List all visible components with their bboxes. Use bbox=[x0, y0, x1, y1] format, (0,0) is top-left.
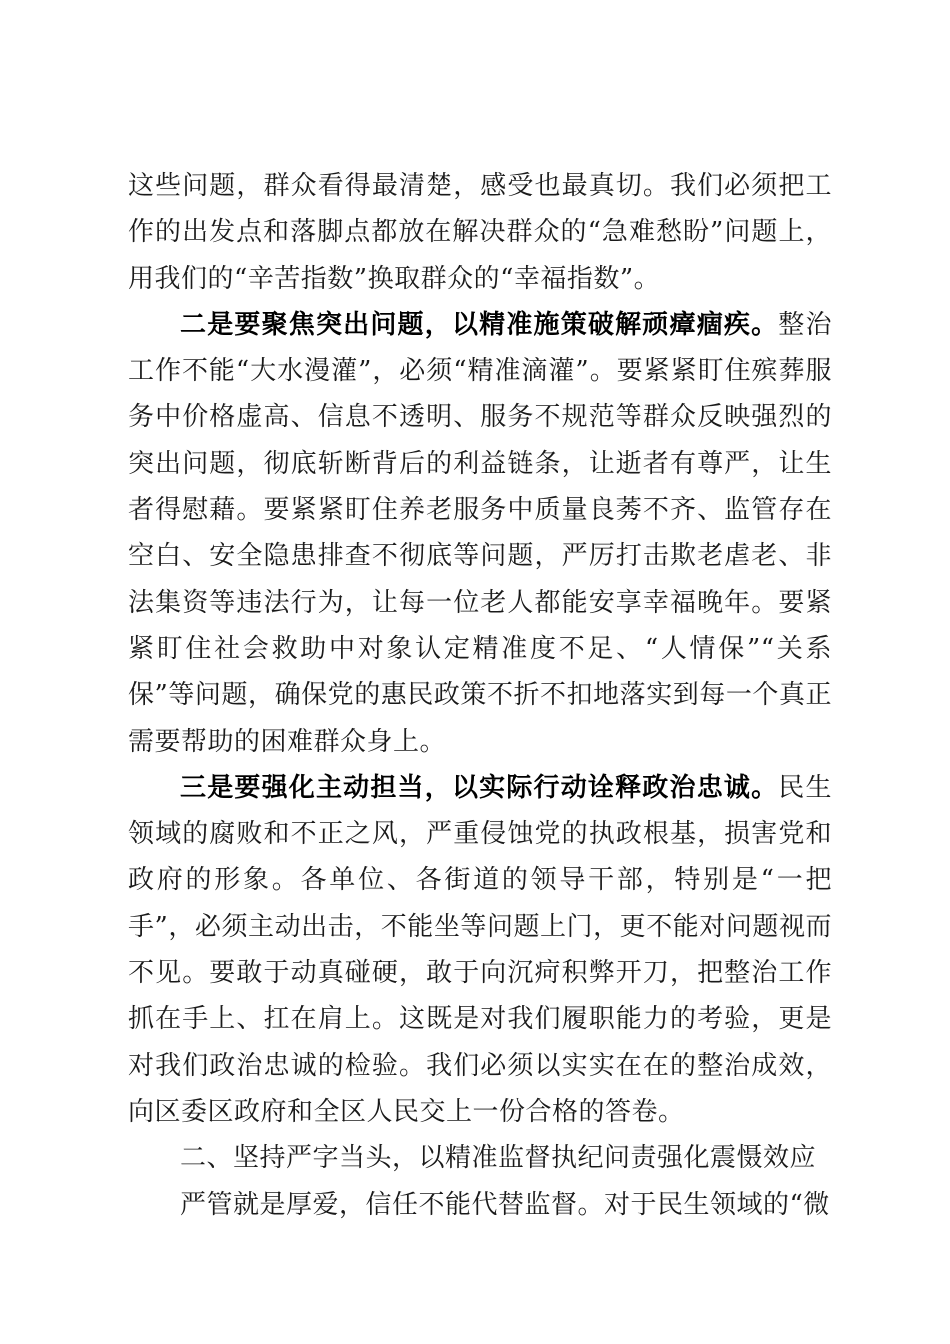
paragraph-final bbox=[128, 1182, 832, 1228]
paragraph-text: 严管就是厚爱，信任不能代替监督。对于民生领域的“微 bbox=[180, 1189, 830, 1220]
paragraph-text: 这些问题，群众看得最清楚，感受也最真切。我们必须把工作的出发点和落脚点都放在解决群众的“急难愁盼”问题上，用我们的“辛苦指数”换取群众的“幸福指数”。 bbox=[128, 171, 832, 294]
document-body bbox=[128, 163, 832, 1228]
section-heading: 二、坚持严字当头，以精准监督执纪问责强化震慑效应 bbox=[180, 1143, 817, 1174]
paragraph-lead-bold: 二是要聚焦突出问题，以精准施策破解顽瘴痼疾。 bbox=[180, 309, 779, 340]
paragraph-point-two bbox=[128, 302, 832, 765]
paragraph-text: 民生领域的腐败和不正之风，严重侵蚀党的执政根基，损害党和政府的形象。各单位、各街道的领导干部，特别是“一把手”，必须主动出击，不能坐等问题上门，更不能对问题视而不见。要敢于动真碰硬，敢于向沉疴积弊开刀，把整治工作抓在手上、扛在肩上。这既是对我们履职能力的考验，更是对我们政治忠诚的检验。我们必须以实实在在的整治成效，向区委区政府和全区人民交上一份合格的答卷。 bbox=[128, 772, 832, 1127]
paragraph-text: 整治工作不能“大水漫灌”，必须“精准滴灌”。要紧紧盯住殡葬服务中价格虚高、信息不透明、服务不规范等群众反映强烈的突出问题，彻底斩断背后的利益链条，让逝者有尊严，让生者得慰藉。要紧紧盯住养老服务中质量良莠不齐、监管存在空白、安全隐患排查不彻底等问题，严厉打击欺老虐老、非法集资等违法行为，让每一位老人都能安享幸福晚年。要紧紧盯住社会救助中对象认定精准度不足、“人情保”“关系保”等问题，确保党的惠民政策不折不扣地落实到每一个真正需要帮助的困难群众身上。 bbox=[128, 309, 832, 757]
paragraph-continuation bbox=[128, 163, 832, 302]
paragraph-lead-bold: 三是要强化主动担当，以实际行动诠释政治忠诚。 bbox=[180, 772, 779, 803]
paragraph-point-three bbox=[128, 765, 832, 1135]
